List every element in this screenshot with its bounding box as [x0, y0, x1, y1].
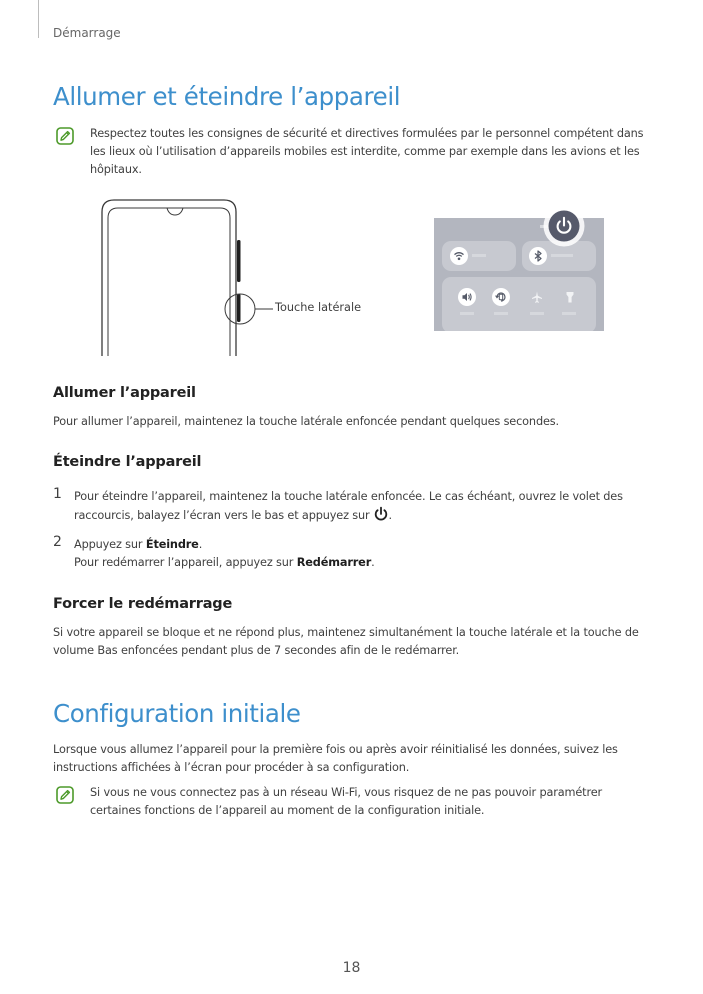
side-key-callout — [222, 292, 274, 326]
section-title-power: Allumer et éteindre l’appareil — [53, 82, 401, 111]
step-text — [74, 536, 654, 572]
note-icon — [56, 127, 74, 145]
setup-text: Lorsque vous allumez l’appareil pour la première fois ou après avoir réinitialisé les données, suivez les instructions affichées à l’écran pour procéder à sa configuration. — [53, 743, 618, 774]
power-icon — [542, 204, 586, 248]
step-1-period: . — [388, 509, 392, 522]
subsection-title-turn-off: Éteindre l’appareil — [53, 454, 202, 470]
running-header: Démarrage — [53, 26, 121, 40]
bluetooth-icon — [529, 247, 547, 265]
airplane-mode-icon — [528, 288, 546, 306]
wifi-icon — [450, 247, 468, 265]
side-key-label: Touche latérale — [275, 301, 362, 314]
step-1-text: Pour éteindre l’appareil, maintenez la touche latérale enfoncée. Le cas échéant, ouvrez le volet des raccourcis, balayez l’écran vers le bas et appuyez sur — [74, 490, 623, 522]
page-number: 18 — [342, 960, 361, 976]
flashlight-icon — [561, 288, 579, 306]
section-title-setup: Configuration initiale — [53, 699, 301, 728]
step-2-line-1: Appuyez sur Éteindre. — [74, 538, 203, 551]
keyword-redemarrer: Redémarrer — [296, 556, 372, 569]
step-text — [74, 488, 654, 525]
note-icon — [56, 786, 74, 804]
power-safety-note: Respectez toutes les consignes de sécurité et directives formulées par le personnel compétent dans les lieux où l’utilisation d’appareils mobiles est interdite, comme par exemple dans les avions et les hôpitaux. — [90, 127, 644, 176]
keyword-eteindre: Éteindre — [145, 538, 199, 551]
subsection-title-turn-on: Allumer l’appareil — [53, 385, 196, 401]
sound-icon — [458, 288, 476, 306]
power-icon — [373, 506, 389, 522]
setup-wifi-note: Si vous ne vous connectez pas à un réseau Wi-Fi, vous risquez de ne pas pouvoir paramétrer certaines fonctions de l’appareil au moment de la configuration initiale. — [90, 786, 602, 817]
phone-illustration — [98, 196, 248, 356]
step-number: 1 — [53, 486, 62, 502]
turn-on-text: Pour allumer l’appareil, maintenez la touche latérale enfoncée pendant quelques secondes. — [53, 415, 559, 428]
margin-rule — [38, 0, 39, 38]
step-number: 2 — [53, 534, 62, 550]
subsection-title-force-restart: Forcer le redémarrage — [53, 596, 233, 612]
force-restart-text: Si votre appareil se bloque et ne répond plus, maintenez simultanément la touche latérale et la touche de volume Bas enfoncées pendant plus de 7 secondes afin de le redémarrer. — [53, 626, 639, 657]
step-2-line-2: Pour redémarrer l’appareil, appuyez sur Redémarrer. — [74, 556, 375, 569]
autorotate-icon — [492, 288, 510, 306]
